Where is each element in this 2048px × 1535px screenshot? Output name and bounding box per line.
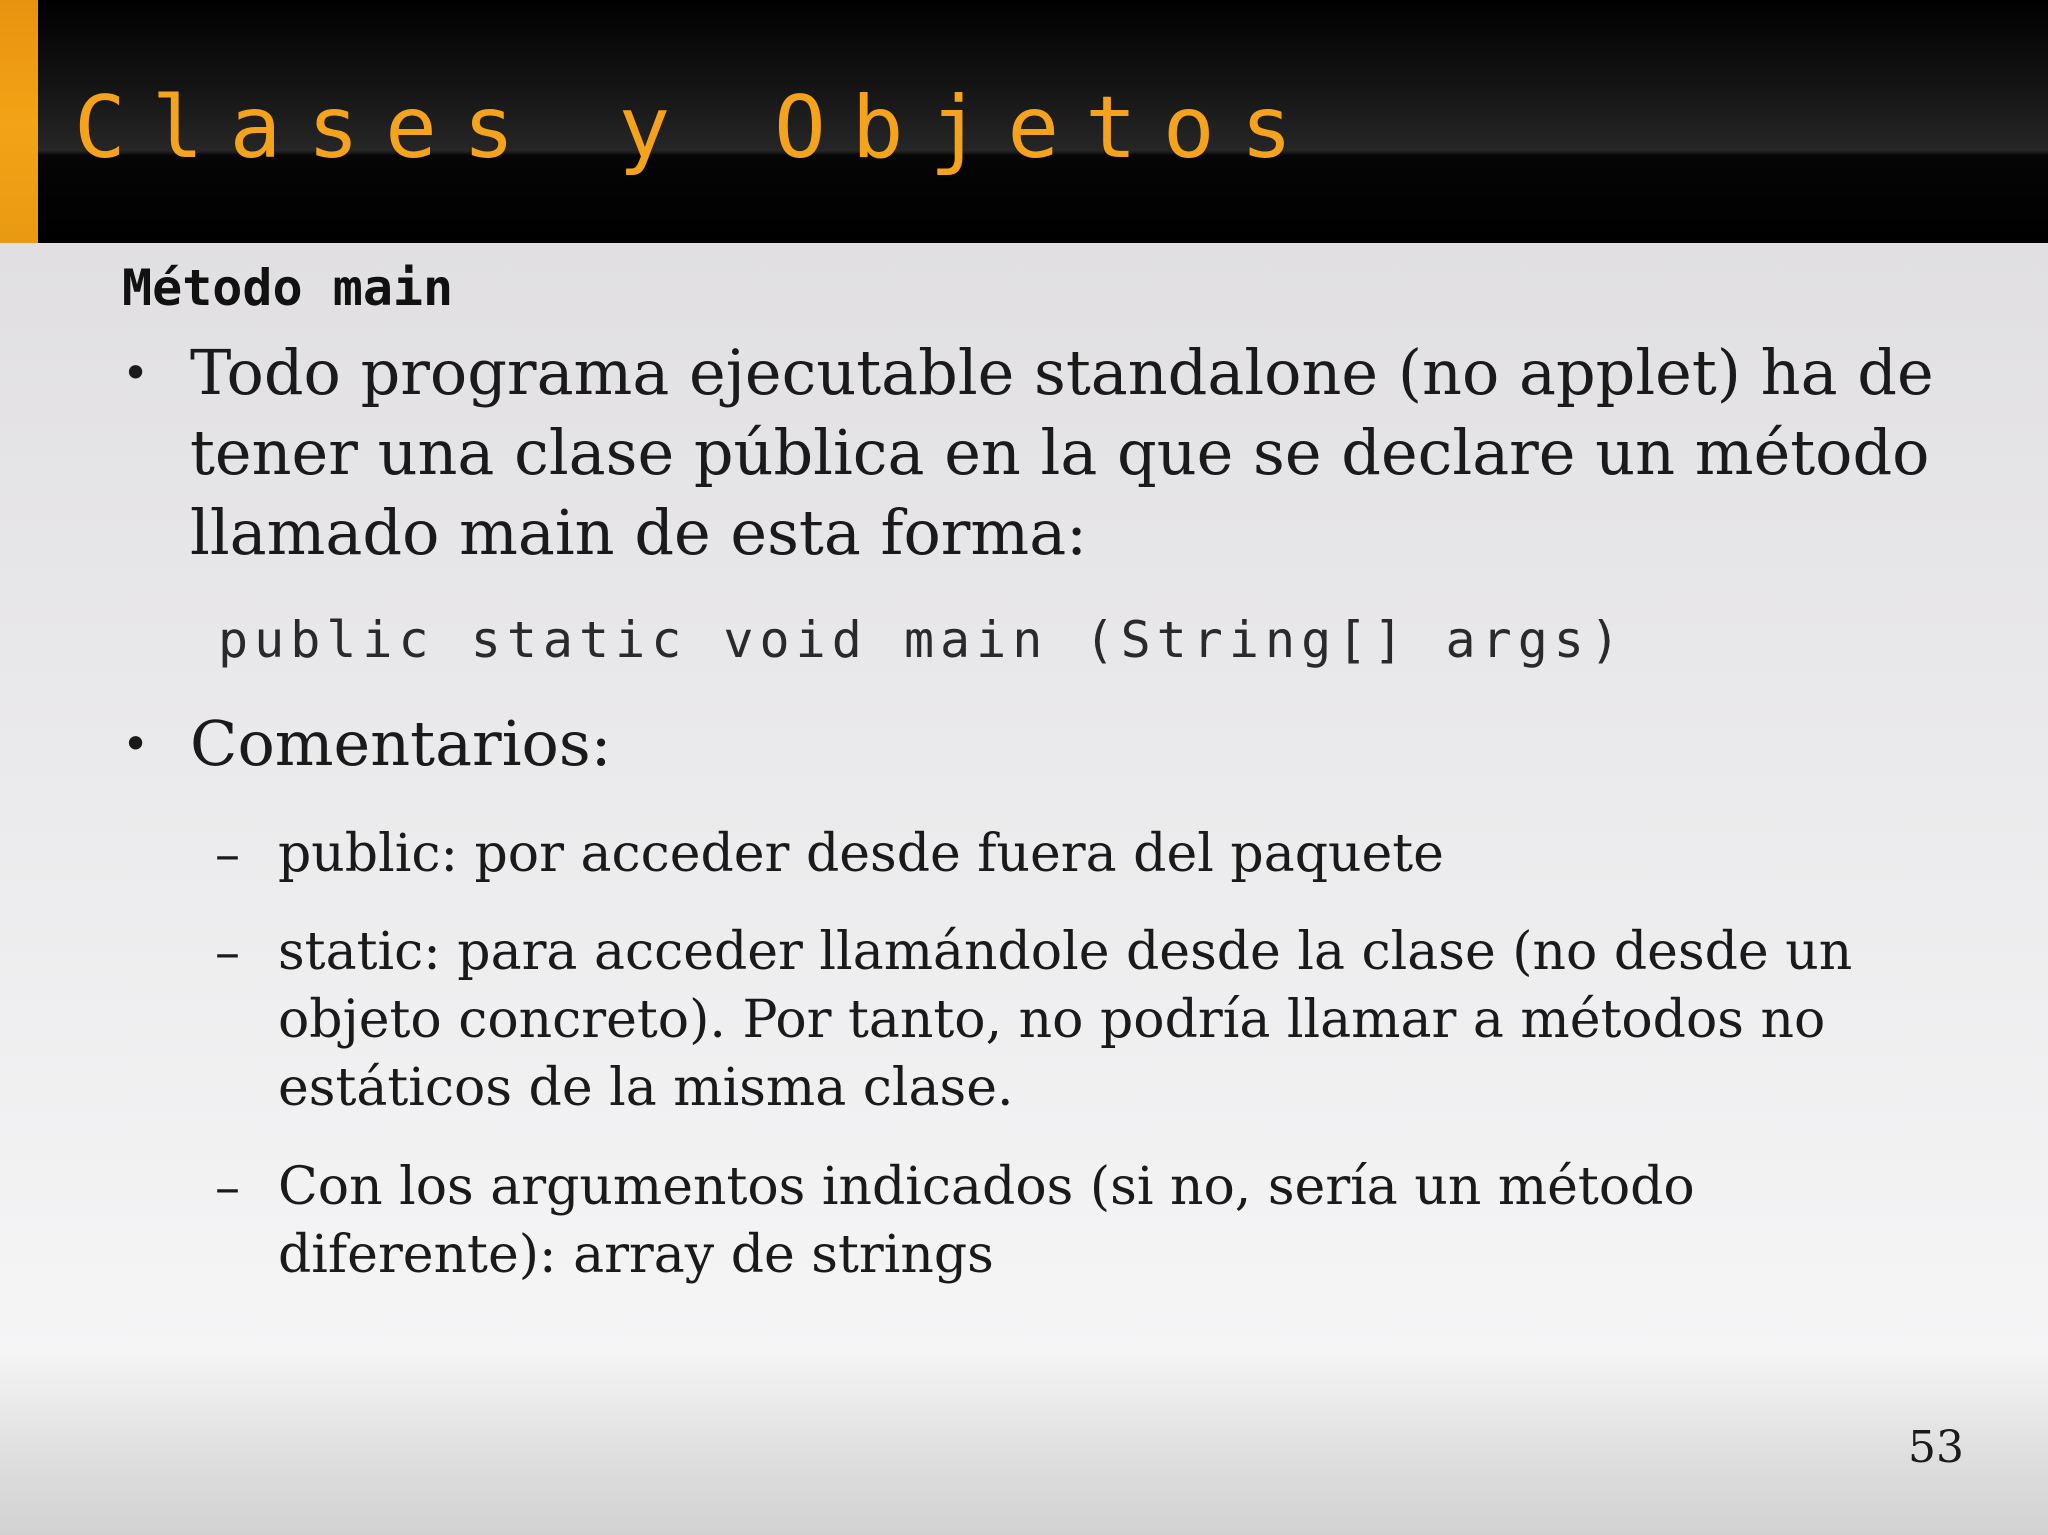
bullet-text: Comentarios: — [190, 707, 612, 780]
bullet-item — [122, 704, 1942, 784]
bullet-marker: • — [122, 346, 150, 400]
section-heading: Método main — [122, 259, 454, 317]
sub-list-item — [215, 918, 1955, 1122]
title-bar — [0, 0, 2048, 243]
dash-marker: – — [215, 923, 240, 981]
bullet-text: Todo programa ejecutable standalone (no applet) ha de tener una clase pública en la que se declare un método llamado main de esta forma: — [190, 336, 1934, 569]
sub-list-text: Con los argumentos indicados (si no, sería un método diferente): array de strings — [278, 1157, 1695, 1285]
sub-list-text: static: para acceder llamándole desde la clase (no desde un objeto concreto). Por tanto, no podría llamar a métodos no estáticos de la misma clase. — [278, 922, 1853, 1118]
bullet-item — [122, 333, 1942, 573]
page-number: 53 — [1908, 1422, 1964, 1473]
sub-list-item — [215, 1153, 1955, 1289]
code-snippet: public static void main (String[] args) — [218, 611, 1626, 669]
slide-title: Clases y Objetos — [74, 78, 1319, 178]
bullet-marker: • — [122, 717, 150, 771]
dash-marker: – — [215, 825, 240, 883]
sub-list-item — [215, 820, 1955, 888]
accent-bar — [0, 0, 38, 243]
dash-marker: – — [215, 1158, 240, 1216]
sub-list-text: public: por acceder desde fuera del paquete — [278, 824, 1444, 884]
